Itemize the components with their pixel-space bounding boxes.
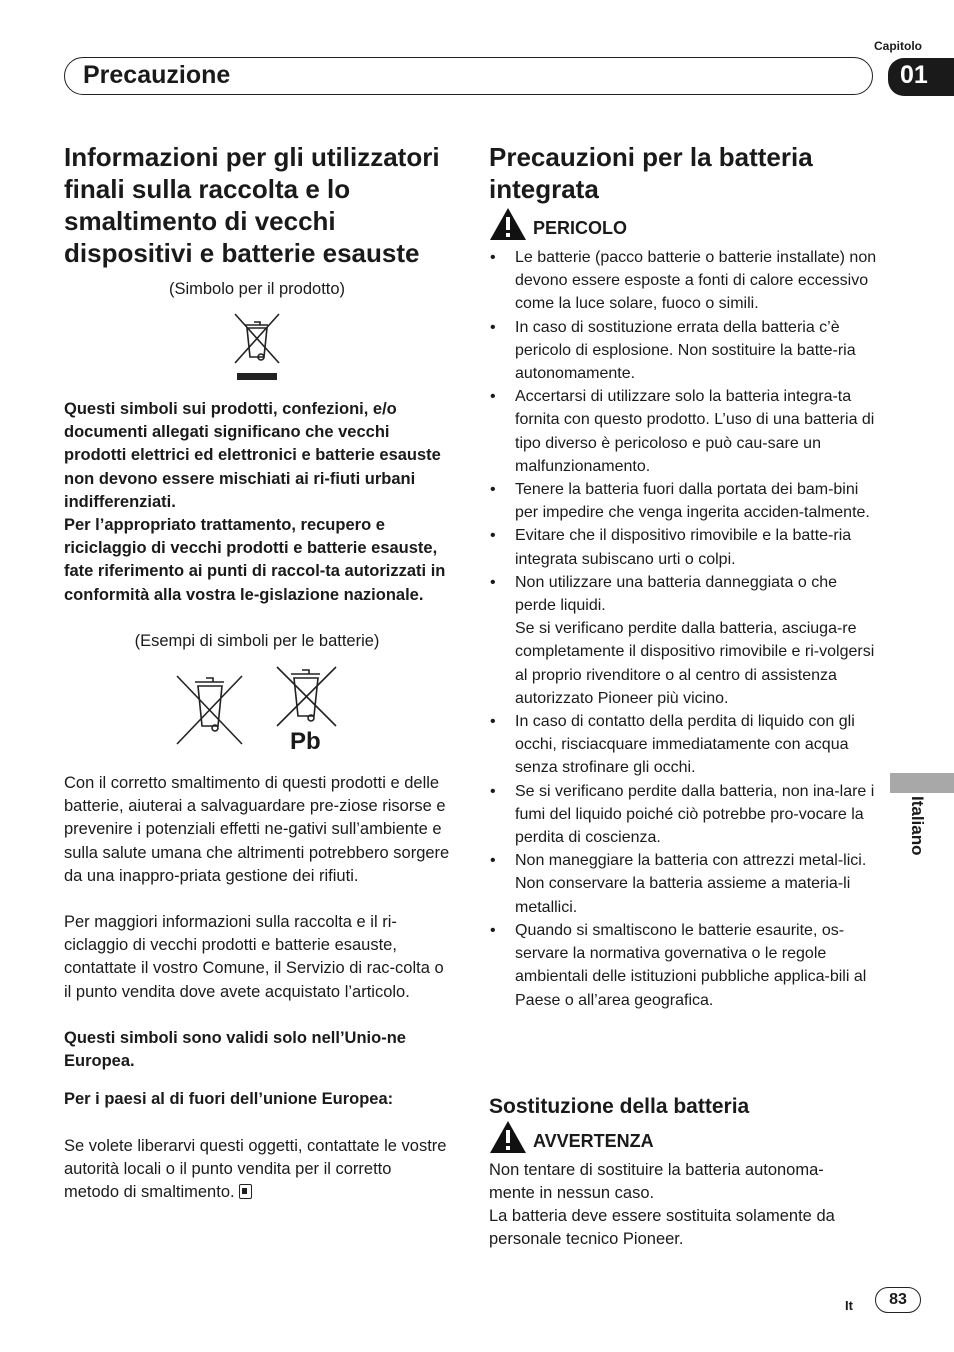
warning-triangle-icon — [489, 207, 527, 241]
list-item: • In caso di sostituzione errata della batteria c’è pericolo di esplosione. Non sostituire la batte-ria autonomamente. — [489, 316, 879, 386]
warning-bold-paragraph: Questi simboli sui prodotti, confezioni, e/o documenti allegati significano che vecchi prodotti elettrici ed elettronici e batterie esauste non devono essere mischiati ai ri-fiuti urbani indifferenziati. — [64, 400, 441, 511]
list-item: • In caso di contatto della perdita di liquido con gli occhi, risciacquare immediatamente con acqua senza strofinare gli occhi. — [489, 710, 879, 780]
list-item: • Non maneggiare la batteria con attrezzi metal-lici. Non conservare la batteria assieme a materia-li metallici. — [489, 849, 879, 919]
collection-bold-paragraph: Per l’appropriato trattamento, recupero e riciclaggio di vecchi prodotti e batterie esauste, fate riferimento ai punti di raccol-ta autorizzati in conformità alla vostra le-gislazione nazionale. — [64, 516, 446, 604]
warning-triangle-icon — [489, 1120, 527, 1154]
list-item: • Non utilizzare una batteria danneggiata o che perde liquidi. Se si verificano perdite dalla batteria, asciuga-re completamente il dispositivo rimovibile e ri-volgersi al proprio rivenditore o al centro di assistenza autorizzato Pioneer più vicino. — [489, 571, 879, 710]
warning-paragraph-2: La batteria deve essere sostituita solamente da personale tecnico Pioneer. — [489, 1207, 835, 1249]
battery-replacement-heading: Sostituzione della batteria — [489, 1095, 750, 1118]
chapter-label: Capitolo — [874, 39, 922, 53]
list-item: • Evitare che il dispositivo rimovibile e la batte-ria integrata subiscano urti o colpi. — [489, 524, 879, 570]
battery-precautions-heading: Precauzioni per la batteria integrata — [489, 142, 813, 204]
section-title-bar — [64, 57, 873, 95]
language-tab-label: Italiano — [908, 796, 927, 856]
danger-bullet-list — [489, 246, 879, 1012]
end-of-section-icon — [239, 1184, 252, 1199]
battery-symbol-caption: (Esempi di simboli per le batterie) — [134, 632, 380, 650]
warning-label: AVVERTENZA — [533, 1130, 654, 1151]
page-number: 83 — [875, 1287, 921, 1313]
language-tab-marker — [890, 773, 954, 793]
disposal-heading: Informazioni per gli utilizzatori finali sulla raccolta e lo smaltimento di vecchi dispositivi e batterie esauste — [64, 142, 440, 268]
warning-header — [489, 1120, 654, 1154]
language-code: It — [845, 1298, 853, 1313]
danger-header — [489, 207, 627, 241]
list-item: • Accertarsi di utilizzare solo la batteria integra-ta fornita con questo prodotto. L’uso di una batteria di tipo diverso è pericoloso e può cau-sare un malfunzionamento. — [489, 385, 879, 478]
list-item: • Le batterie (pacco batterie o batterie installate) non devono essere esposte a fonti di calore eccessivo come la luce solare, fuoco o simili. — [489, 246, 879, 316]
non-eu-paragraph: Se volete liberarvi questi oggetti, contattate le vostre autorità locali o il punto vendita per il corretto metodo di smaltimento. — [64, 1137, 447, 1202]
non-eu-subheading: Per i paesi al di fuori dell’unione Europea: — [64, 1090, 394, 1108]
list-item: • Tenere la batteria fuori dalla portata dei bam-bini per impedire che venga ingerita acciden-talmente. — [489, 478, 879, 524]
list-item: • Se si verificano perdite dalla batteria, non ina-lare i fumi del liquido poiché ciò potrebbe pro-vocare la perdita di coscienza. — [489, 780, 879, 850]
danger-label: PERICOLO — [533, 217, 628, 238]
list-item: • Quando si smaltiscono le batterie esaurite, os-servare la normativa governativa o le regole ambientali delle istituzioni pubbliche applica-bili al Paese o all’area geografica. — [489, 919, 879, 1012]
crossed-battery-bin-icon — [174, 664, 246, 748]
pb-symbol-label: Pb — [290, 728, 321, 755]
product-symbol-caption: (Simbolo per il prodotto) — [168, 280, 346, 298]
eu-validity-paragraph: Questi simboli sono validi solo nell’Unio-ne Europea. — [64, 1029, 406, 1071]
warning-paragraph-1: Non tentare di sostituire la batteria autonoma-mente in nessun caso. — [489, 1161, 824, 1203]
crossed-bin-icon — [228, 311, 286, 383]
chapter-number-tab: 01 — [888, 58, 954, 96]
section-title: Precauzione — [83, 61, 231, 89]
disposal-benefit-paragraph: Con il corretto smaltimento di questi prodotti e delle batterie, aiuterai a salvaguardare pre-ziose risorse e prevenire i potenziali effetti ne-gativi sull’ambiente e sulla salute umana che altrimenti potrebbero sorgere da una inappro-priata gestione dei rifiuti. — [64, 774, 450, 885]
more-info-paragraph: Per maggiori informazioni sulla raccolta e il ri-ciclaggio di vecchi prodotti e batterie esauste, contattate il vostro Comune, il Servizio di rac-colta o il punto vendita dove avete acquistato l’articolo. — [64, 913, 444, 1001]
